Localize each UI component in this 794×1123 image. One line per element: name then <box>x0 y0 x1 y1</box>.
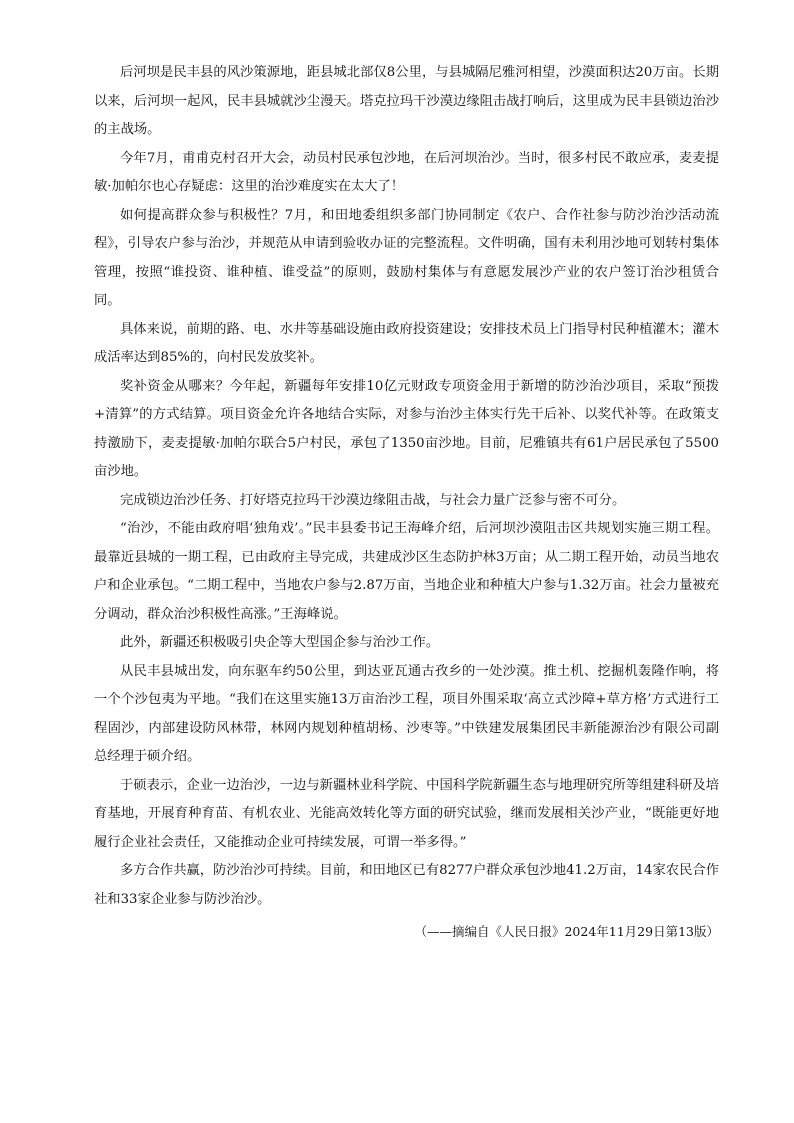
paragraph-8: 此外，新疆还积极吸引央企等大型国企参与治沙工作。 <box>120 635 440 650</box>
paragraph-11: 多方合作共赢，防沙治沙可持续。目前，和田地区已有8277户群众承包沙地41.2万亩，14家农民合作社和33家企业参与防沙治沙。 <box>94 863 719 907</box>
paragraph-1: 后河坝是民丰县的风沙策源地，距县城北部仅8公里，与县城隔尼雅河相望，沙漠面积达20万亩。长期以来，后河坝一起风，民丰县城就沙尘漫天。塔克拉玛干沙漠边缘阻击战打响后，这里成为民丰县锁边治沙的主战场。 <box>94 65 719 137</box>
paragraph-9: 从民丰县城出发，向东驱车约50公里，到达亚瓦通古孜乡的一处沙漠。推土机、挖掘机轰隆作响，将一个个沙包夷为平地。“我们在这里实施13万亩治沙工程，项目外围采取‘高立式沙障+草方格’方式进行工程固沙，内部建设防风林带，林网内规划种植胡杨、沙枣等。”中铁建发展集团民丰新能源治沙有限公司副总经理于硕介绍。 <box>94 663 719 764</box>
paragraph-5: 奖补资金从哪来？今年起，新疆每年安排10亿元财政专项资金用于新增的防沙治沙项目，采取“预拨+清算”的方式结算。项目资金允许各地结合实际，对参与治沙主体实行先干后补、以奖代补等。在政策支持激励下，麦麦提敏·加帕尔联合5户村民，承包了1350亩沙地。目前，尼雅镇共有61户居民承包了5500亩沙地。 <box>94 378 719 479</box>
paragraph-3: 如何提高群众参与积极性？7月，和田地委组织多部门协同制定《农户、合作社参与防沙治沙活动流程》，引导农户参与治沙，并规范从申请到验收办证的完整流程。文件明确，国有未利用沙地可划转村集体管理，按照“谁投资、谁种植、谁受益”的原则，鼓励村集体与有意愿发展沙产业的农户签订治沙租赁合同。 <box>94 207 719 308</box>
paragraph-4: 具体来说，前期的路、电、水井等基础设施由政府投资建设；安排技术员上门指导村民种植灌木；灌木成活率达到85%的，向村民发放奖补。 <box>94 321 719 365</box>
paragraph-2: 今年7月，甫甫克村召开大会，动员村民承包沙地，在后河坝治沙。当时，很多村民不敢应承，麦麦提敏·加帕尔也心存疑虑：这里的治沙难度实在太大了！ <box>94 150 719 194</box>
paragraph-10: 于硕表示，企业一边治沙，一边与新疆林业科学院、中国科学院新疆生态与地理研究所等组建科研及培育基地，开展育种育苗、有机农业、光能高效转化等方面的研究试验，继而发展相关沙产业，“既能更好地履行企业社会责任，又能推动企业可持续发展，可谓一举多得。” <box>94 777 719 850</box>
source-citation: （——摘编自《人民日报》2024年11月29日第13版） <box>414 924 719 939</box>
paragraph-7: “治沙，不能由政府唱‘独角戏’。”民丰县委书记王海峰介绍，后河坝沙漠阻击区共规划实施三期工程。最靠近县城的一期工程，已由政府主导完成，共建成沙区生态防护林3万亩；从二期工程开始，动员当地农户和企业承包。“二期工程中，当地农户参与2.87万亩，当地企业和种植大户参与1.32万亩。社会力量被充分调动，群众治沙积极性高涨。”王海峰说。 <box>94 521 719 622</box>
article <box>94 59 719 947</box>
paragraph-6: 完成锁边治沙任务、打好塔克拉玛干沙漠边缘阻击战，与社会力量广泛参与密不可分。 <box>120 492 626 508</box>
